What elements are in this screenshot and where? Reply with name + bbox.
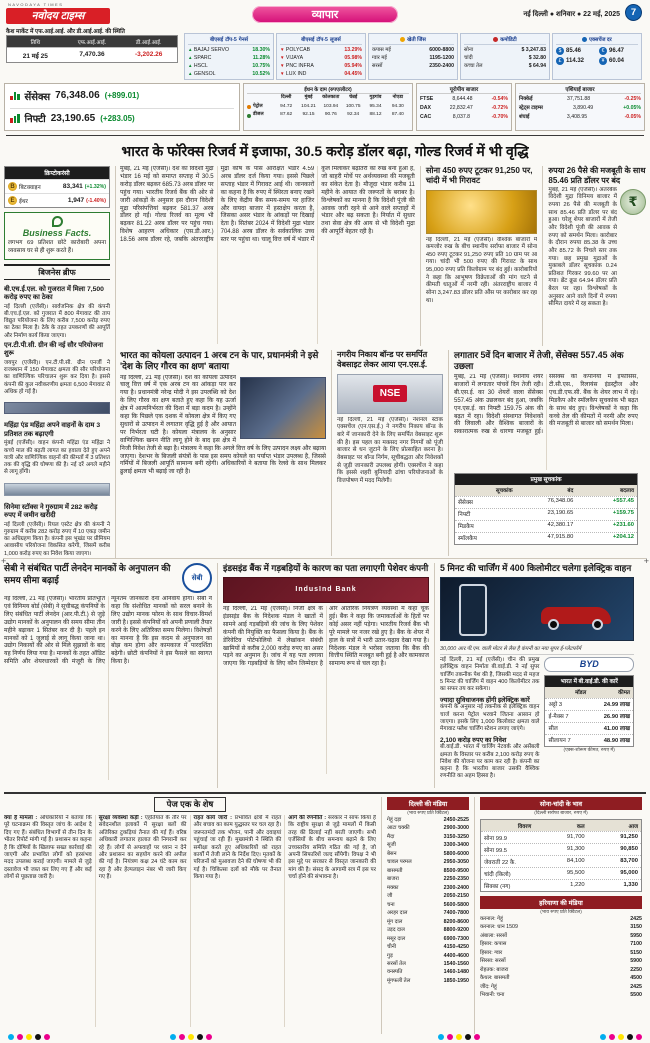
- dii-value: -3,202.26: [120, 47, 177, 62]
- petrol-label: पेट्रोल: [253, 103, 263, 109]
- petrol-price: 104.21: [301, 103, 316, 109]
- crypto-row: B बिटक्वाइन 83,341 (+1.32%): [5, 179, 109, 193]
- crypto-coin-icon: E: [8, 196, 17, 205]
- bullion-table: [480, 819, 642, 892]
- nse-logo: NSE: [373, 385, 408, 402]
- sensex-label: सेंसेक्स: [24, 91, 51, 103]
- sensex-value: 76,348.06: [55, 90, 100, 102]
- fuel-price-box: [243, 83, 413, 131]
- continuation-paragraph: सुरक्षा व्यवस्था कड़ी : एहतियात के तौर पर संवेदनशील इलाकों में सुरक्षा बलों की अतिरिक्त टुकड़ियां तैनात की गई हैं। वरिष्ठ अधिकारी लगातार हालात की निगरानी कर रहे हैं। लोगों से अफवाहों पर ध्यान न देने और प्रशासन का सहयोग करने की अपील की गई है। नियंत्रण कक्ष 24 घंटे काम कर रहा है और हेल्पलाइन नंबर भी जारी किए गए हैं।: [98, 815, 187, 880]
- commodity-title: कमोडिटी: [500, 37, 517, 43]
- exchange-rate-box: [552, 33, 642, 80]
- mandi-row: वनस्पति 1460-1480: [387, 969, 469, 976]
- loser-row: ▼ POLYCAB 13.29%: [280, 47, 362, 53]
- currency-icon: €: [599, 47, 607, 55]
- index-table-header-cell: बदलाव: [620, 488, 635, 495]
- fuel-city: गुड़गांव: [369, 95, 382, 100]
- business-brief-item: बी.एच.ई.एल. को गुजरात में मिला 7,500 करोड़ रुपए का ठेका नई दिल्ली (एजेंसी)। सार्वजनिक क्षेत्र की कंपनी बी.एच.ई.एल. को गुजरात में 800 मेगावाट की ताप विद्युत परियोजना के लिए करीब 7,500 करोड़ रुपए का ठेका मिला है। ठेके के तहत उपकरणों की आपूर्ति और निर्माण कार्य किया जाएगा।: [4, 285, 110, 339]
- mandi-row: सिरसा: सरसों 5900: [480, 958, 642, 965]
- mandi-row: बासमती 8500-9500: [387, 867, 469, 874]
- nifty-value: 23,190.65: [50, 112, 96, 124]
- business-brief-item: एन.टी.पी.सी. ग्रीन की नई सौर परियोजना शुरू जयपुर (एजेंसी)। एन.टी.पी.सी. ग्रीन एनर्जी ने राजस्थान में 150 मेगावाट क्षमता की सौर परियोजना का वाणिज्यिक परिचालन शुरू कर दिया है। इससे कंपनी की कुल नवीकरणीय क्षमता 6,500 मेगावाट से अधिक हो गई है।: [4, 341, 110, 395]
- page-one-continued: [4, 797, 376, 1034]
- exchange-dot-icon: [582, 37, 587, 42]
- fii-header-cell: एफ.आई.आई.: [77, 39, 107, 46]
- index-table-row: स्मॉलकैप 47,915.80 +204.12: [455, 532, 637, 544]
- mandi-row: उड़द दाल 8800-9200: [387, 927, 469, 934]
- gainers-tag: टॉप-5: [225, 37, 237, 43]
- band-bottom: [4, 792, 646, 1034]
- market-index-row: DAX 22,832.47 -0.72%: [420, 105, 508, 112]
- petrol-price: 100.75: [345, 103, 361, 109]
- brand-small-text: NAVODAYA TIMES: [8, 2, 64, 7]
- commodity-row: कच्चा तेल $ 64.94: [464, 63, 546, 70]
- currency-icon: £: [556, 57, 564, 65]
- fuel-city: चेन्नई: [349, 95, 358, 100]
- byd-table-title: भारत में बी.वाई.डी. की कारें: [545, 676, 633, 687]
- gold-bars-photo: [426, 190, 538, 234]
- down-arrow-icon: ▼: [280, 63, 285, 69]
- section-banner: व्यापार: [252, 6, 398, 23]
- haryana-mandi: [480, 896, 642, 1034]
- market-index-row: FTSE 8,644.48 -0.54%: [420, 96, 508, 102]
- commodity-row: चांदी $ 32.80: [464, 55, 546, 62]
- mandi-row: करनाल: धान 1509 3150: [480, 924, 642, 931]
- mandi-row: गेहूं दड़ा 2450-2525: [387, 817, 469, 823]
- phone-shape: [459, 584, 487, 636]
- commodity-row: सोना $ 3,247.83: [464, 47, 546, 53]
- down-arrow-icon: ▼: [280, 47, 285, 52]
- farm-commodity-box: [368, 33, 458, 80]
- byd-text-column: [440, 657, 539, 781]
- facts-brand: Business Facts.: [22, 228, 92, 238]
- band-coal: [120, 350, 646, 556]
- nse-headline: नगरीय निकाय बॉन्ड पर समर्पित वेबसाइट लेकर आया एन.एस.ई.: [337, 350, 428, 370]
- mandi-row: जौ 2050-2150: [387, 893, 469, 900]
- losers-kind: लूजर्स: [329, 37, 341, 43]
- bullion-row: जेवराती 22 कै. 84,100 83,700: [481, 855, 641, 867]
- gold-body: नई दिल्ली, 21 मई (एजेंसी)। वैश्विक बाजारों में कमजोर रुख के बीच स्थानीय सर्राफा बाजार में सोना 450 रुपए टूटकर 91,250 रुपए प्रति 10 ग्राम पर आ गया। चांदी भी 500 रुपए की गिरावट के साथ 95,000 रुपए प्रति किलोग्राम पर बंद हुई। कारोबारियों ने कहा कि आभूषण विक्रेताओं की मांग घटने से कीमती धातुओं में नरमी रही। अंतरराष्ट्रीय बाजार में सोना 3,247.83 डॉलर प्रति औंस पर कारोबार कर रहा था।: [425, 236, 538, 304]
- mandi-row: चीनी 4150-4250: [387, 944, 469, 951]
- byd-article: [434, 563, 634, 788]
- losers-exchange: बीएसई: [301, 37, 315, 43]
- left-rail: [4, 166, 116, 558]
- band-forex: [120, 166, 646, 346]
- mandi-row: गुड़ 4400-4600: [387, 952, 469, 959]
- farm-row: सरसों 2350-2400: [372, 63, 454, 70]
- byd-subhead-2: 2,100 करोड़ रुपए का निवेश: [440, 737, 507, 745]
- index-table-row: मिडकैप 42,380.17 +231.60: [455, 520, 637, 532]
- nse-article: [331, 350, 443, 556]
- nse-body: नई दिल्ली, 21 मई (एजेंसी)। नेशनल स्टॉक एक्सचेंज (एन.एस.ई.) ने नगरीय निकाय बॉन्ड के बारे में जानकारी देने के लिए समर्पित वेबसाइट शुरू की है। इस पहल का मकसद नगर निगमों को पूंजी बाजार से धन जुटाने के लिए प्रोत्साहित करना है। वेबसाइट पर बॉन्ड निर्गम, सूचीबद्धता और निवेशकों से जुड़ी जानकारी उपलब्ध होगी। एक्सचेंज ने कहा कि इससे शहरी बुनियादी ढांचा परियोजनाओं के वित्तपोषण में मदद मिलेगी।: [337, 416, 443, 484]
- registration-dots: [600, 1034, 642, 1040]
- facts-text: लगभग 69 प्रतिशत छोटे कारोबारी अपना व्यवसाय घर से ही शुरू करते हैं।: [8, 240, 106, 254]
- market-index-row: स्ट्रेट्स टाइम्स 3,890.49 +0.05%: [519, 105, 641, 112]
- lead-headline: भारत के फॉरेक्स रिजर्व में इजाफा, 30.5 करोड़ डॉलर बढ़ा, गोल्ड रिजर्व में भी वृद्धि: [6, 135, 644, 161]
- mandi-row: कैथल: बासमती 4500: [480, 975, 642, 982]
- mandi-row: हिसार: कपास 7100: [480, 941, 642, 948]
- diesel-price: 90.76: [324, 112, 337, 118]
- nifty-change: (+283.05): [100, 113, 135, 123]
- mandi-row: मक्का 2300-2400: [387, 884, 469, 891]
- business-brief-title: बिजनेस ब्रीफ: [4, 264, 110, 280]
- petrol-icon: [247, 105, 251, 109]
- crypto-box: [4, 166, 110, 208]
- bullion-row: सिक्का (नग) 1,220 1,330: [481, 879, 641, 891]
- index-table-header-cell: बंद: [567, 488, 574, 495]
- index-summary-box: [4, 83, 240, 131]
- fii-box-title: कैश मार्केट में एफ.आई.आई. और डी.आई.आई. की स्थिति: [6, 29, 125, 35]
- rupee-symbol-photo: ₹: [620, 189, 646, 215]
- bullion-header-cell: विवरण: [517, 823, 532, 830]
- mandi-row: चावल परमल 2950-3050: [387, 859, 469, 866]
- loser-row: ▼ PNC INFRA 05.94%: [280, 63, 362, 70]
- gainer-row: ▲ BAJAJ SERVO 18.30%: [188, 47, 270, 53]
- haryana-mandi-title: हरियाणा की मंडिया: [480, 896, 642, 909]
- mandi-row: सरसों तेल 1540-1560: [387, 960, 469, 967]
- byd-table-row: सीलायन 7 48.90 लाख: [545, 734, 633, 746]
- currency-icon: ¥: [599, 57, 607, 65]
- mandi-row: अंबाला: सरसों 5950: [480, 932, 642, 939]
- byd-table-header-cell: कीमत: [618, 690, 630, 697]
- rally-body: मुंबई, 21 मई (एजेंसी)। स्थानीय शेयर बाजारों में लगातार पांचवें दिन तेजी रही। बी.एस.ई. का 30 शेयरों वाला सेंसेक्स 557.45 अंक उछलकर बंद हुआ, जबकि एन.एस.ई. का निफ्टी 159.75 अंक की बढ़त में रहा। विदेशी संस्थागत निवेशकों की लिवाली और वैश्विक बाजारों के सकारात्मक रुख से धारणा मजबूत हुई। सेंसेक्स की कंपनियों में इंफोसिस, टी.सी.एस., रिलायंस इंडस्ट्रीज और एच.डी.एफ.सी. बैंक के शेयर लाभ में रहे। मिडकैप और स्मॉलकैप सूचकांक भी बढ़त के साथ बंद हुए। विश्लेषकों ने कहा कि कच्चे तेल की कीमतों में नरमी और रुपए की मजबूती से बाजार को समर्थन मिला।: [454, 373, 638, 436]
- band-regulatory: [4, 558, 646, 788]
- rupee-article: [542, 166, 646, 346]
- top-losers-box: [276, 33, 366, 80]
- market-index-row: शंघाई 3,408.95 -0.05%: [519, 114, 641, 121]
- loser-row: ▼ LUX IND 04.45%: [280, 71, 362, 78]
- index-table-row: निफ्टी 23,190.65 +159.75: [455, 508, 637, 520]
- byd-table-row: सील 41.00 लाख: [545, 722, 633, 734]
- mahindra-body: मुंबई (एजेंसी)। वाहन कंपनी महिंद्रा एंड महिंद्रा ने कच्चे माल की बढ़ती लागत का हवाला देते हुए अपने यात्री और वाणिज्यिक वाहनों की कीमतों में 3 प्रतिशत तक की वृद्धि की घोषणा की है। नई दरें अगले महीने से लागू होंगी।: [4, 440, 110, 476]
- delhi-mandi: [381, 797, 469, 1034]
- up-arrow-icon: ▲: [188, 63, 193, 69]
- commodity-box: [460, 33, 550, 80]
- rally-headline: लगातार 5वें दिन बाजार में तेजी, सेंसेक्स 557.45 अंक उछला: [454, 350, 624, 371]
- exchange-title: एक्सचेंज दर: [589, 37, 612, 43]
- fii-table: [6, 35, 178, 63]
- diesel-price: 92.34: [347, 112, 360, 118]
- fuel-title: ईंधन के दाम (रुपए/लीटर): [247, 85, 409, 94]
- forex-body: मुंबई, 21 मई (एजेंसी)। देश का विदेशी मुद्रा भंडार 16 मई को समाप्त सप्ताह में 30.5 करोड़ डॉलर बढ़कर 685.73 अरब डॉलर पर पहुंच गया। भारतीय रिजर्व बैंक की ओर से जारी आंकड़ों के अनुसार इस दौरान विदेशी मुद्रा परिसंपत्तियां बढ़कर 581.37 अरब डॉलर हो गईं। गोल्ड रिजर्व का मूल्य भी बढ़कर 81.22 अरब डॉलर पर पहुंच गया। विशेष आहरण अधिकार (एस.डी.आर.) 18.56 अरब डॉलर रहे, जबकि अंतरराष्ट्रीय मुद्रा कोष के पास आरक्षित भंडार 4.59 अरब डॉलर दर्ज किया गया। इससे पिछले सप्ताह भंडार में गिरावट आई थी। जानकारों का कहना है कि रुपए में स्थिरता बनाए रखने के लिए केंद्रीय बैंक समय-समय पर हाजिर और वायदा बाजार में हस्तक्षेप करता है, जिसका असर भंडार के आंकड़ों पर दिखाई देता है। सितंबर 2024 में विदेशी मुद्रा भंडार 704.88 अरब डॉलर के सर्वकालिक उच्च स्तर पर पहुंचा था। चालू वित्त वर्ष में भंडार में कुल मिलाकर बढ़ोतरी का रुख बना हुआ है, जो बाहरी मोर्चे पर अर्थव्यवस्था की मजबूती का संकेत देता है। मौजूदा भंडार करीब 11 महीने के आयात की जरूरतों के बराबर है। विश्लेषकों का मानना है कि विदेशी पूंजी की आवक जारी रहने से आने वाले सप्ताहों में भंडार और बढ़ सकता है। निर्यात में सुधार तथा सेवा क्षेत्र की आय से भी विदेशी मुद्रा की आपूर्ति बेहतर रही है।: [120, 166, 415, 244]
- byd-table-row: ई-मैक्स 7 26.90 लाख: [545, 710, 633, 722]
- fii-date: 21 मई 25: [7, 47, 64, 62]
- registration-dots: [438, 1034, 480, 1040]
- fii-header-cell: तिथि: [30, 39, 41, 46]
- index-table-row: सेंसेक्स 76,348.06 +557.45: [455, 496, 637, 508]
- fuel-city: नोएडा: [392, 95, 404, 100]
- index-table-title: प्रमुख सूचकांक: [455, 474, 637, 485]
- crypto-row: E ईथर 1,947 (-1.40%): [5, 193, 109, 207]
- gainer-row: ▲ GENSOL 10.52%: [188, 71, 270, 78]
- coal-article: [120, 350, 326, 556]
- mandi-row: सूजी 3300-3400: [387, 842, 469, 849]
- indusind-headline: इंडसइंड बैंक में गड़बड़ियों के कारण का पता लगाएगी पेशेवर कंपनी: [223, 563, 429, 573]
- byd-body-1: कंपनी के अनुसार नई तकनीक से इलेक्ट्रिक वाहन चार्ज करना पेट्रोल भरवाने जितना आसान हो जाएगा। इसके लिए 1,000 किलोवाट क्षमता वाले मेगावाट फ्लैश चार्जिंग स्टेशन लगाए जाएंगे।: [440, 704, 540, 733]
- mandi-row: करनाल: गेहूं 2425: [480, 916, 642, 922]
- nse-building-photo: [337, 374, 443, 414]
- mandi-row: मैदा 3150-3250: [387, 833, 469, 840]
- top-gainers-box: [184, 33, 274, 80]
- delhi-mandi-note: (भाव रुपए प्रति क्विंटल): [407, 811, 449, 816]
- haryana-mandi-note: (भाव रुपए प्रति क्विंटल): [540, 910, 582, 915]
- european-markets-title: यूरोपीय बाजार: [420, 85, 508, 94]
- fii-table-header: [7, 36, 177, 47]
- indusind-article: [217, 563, 429, 788]
- sebi-article: [4, 563, 212, 788]
- farm-title: खेती जिंस: [407, 37, 426, 43]
- fuel-city: मुंबई: [304, 95, 313, 100]
- mandi-row: आटा चक्की 2900-3000: [387, 825, 469, 832]
- farm-row: ग्वार मई 1195-1200: [372, 55, 454, 62]
- bullion-title: सोना-चांदी के भाव: [480, 797, 642, 810]
- diesel-price: 88.12: [369, 112, 382, 118]
- sensex-row: [10, 89, 234, 103]
- fuel-city: दिल्ली: [280, 95, 292, 100]
- up-arrow-icon: ▲: [188, 55, 193, 61]
- bullion-and-haryana: [474, 797, 642, 1034]
- byd-ev-photo: [440, 577, 634, 641]
- exchange-rate-cell: ¥ 60.04: [599, 57, 638, 65]
- gainers-kind: गेनर्स: [238, 37, 249, 43]
- fii-table-row: [7, 47, 177, 62]
- page-number-badge: 7: [625, 4, 642, 21]
- bullion-header-cell: आज: [628, 823, 638, 830]
- gainer-row: ▲ SPARC 11.28%: [188, 55, 270, 62]
- coal-body-wrap: [120, 375, 326, 543]
- byd-logo: BYD: [544, 657, 634, 672]
- mandi-row: मूंग दाल 8200-8600: [387, 918, 469, 925]
- bullion-row: सोना 99.5 91,300 90,850: [481, 843, 641, 855]
- gainer-row: ▲ HSCL 10.75%: [188, 63, 270, 70]
- continuation-paragraph: राहत कार्य जारी : प्रभावित क्षेत्रों में राहत और बचाव का काम युद्धस्तर पर चल रहा है। जरूरतमंदों तक भोजन, पानी और दवाइयां पहुंचाई जा रही हैं। मुख्यमंत्री ने स्थिति की समीक्षा करते हुए अधिकारियों को राहत कार्यों में तेजी लाने के निर्देश दिए। मृतकों के परिजनों को मुआवजा देने की घोषणा भी की गई है। चिकित्सा दलों को मौके पर तैनात किया गया है।: [193, 815, 282, 880]
- byd-table-note: (एक्स-शोरूम कीमत, रुपए में): [563, 747, 615, 753]
- indices-strip: [4, 83, 646, 131]
- index-table-header-cell: सूचकांक: [495, 488, 513, 495]
- fii-value: 7,470.36: [64, 47, 121, 62]
- mandi-row: भिवानी: चना 5500: [480, 992, 642, 999]
- exchange-rate-cell: $ 85.46: [556, 47, 595, 55]
- diesel-price: 87.40: [391, 112, 404, 118]
- sensex-change: (+899.01): [104, 91, 140, 101]
- gold-headline: सोना 450 रुपए टूटकर 91,250 पर, चांदी में भी गिरावट: [425, 166, 533, 186]
- mandi-row: बेसन 5800-6000: [387, 850, 469, 857]
- nifty-sparkline-icon: [10, 114, 20, 123]
- sebi-logo: सेबी: [182, 563, 212, 593]
- pm-photo: [240, 377, 326, 439]
- building-photo: [4, 483, 110, 496]
- fuel-city: कोलकाता: [322, 95, 340, 100]
- gainers-exchange: बीएसई: [209, 37, 224, 43]
- asian-markets-box: [515, 83, 645, 131]
- continuation-title: पेज एक के शेष: [154, 797, 227, 812]
- business-facts-box: [4, 212, 110, 260]
- rally-article: [448, 350, 638, 556]
- mandi-row: मसूर दाल 6900-7300: [387, 935, 469, 942]
- market-ticker-strip: [184, 33, 642, 80]
- bullion-row: चांदी (किलो) 95,500 95,000: [481, 867, 641, 879]
- byd-headline: 5 मिनट की चार्जिंग में 400 किलोमीटर चलेगा इलेक्ट्रिक वाहन: [440, 563, 632, 573]
- land-article: [4, 502, 110, 558]
- sensex-sparkline-icon: [10, 91, 20, 100]
- petrol-price: 103.94: [323, 103, 339, 109]
- mahindra-article: [4, 420, 110, 476]
- commodity-dot-icon: [493, 37, 498, 42]
- farm-dot-icon: [400, 37, 405, 42]
- bullion-note: (दिल्ली सर्राफा बाजार, रुपए में): [534, 811, 588, 816]
- byd-table-header-cell: मॉडल: [575, 690, 587, 697]
- sebi-headline: सेबी ने संबंधित पार्टी लेनदेन मानकों के अनुपालन की समय सीमा बढ़ाई: [4, 563, 171, 585]
- market-index-row: निक्केई 37,751.88 -0.25%: [519, 96, 641, 102]
- index-table: [454, 473, 638, 545]
- byd-body-2: बी.वाई.डी. भारत में चार्जिंग नेटवर्क और असेंबली क्षमता के विस्तार पर करीब 2,100 करोड़ रुपए के निवेश की योजना पर काम कर रही है। कंपनी का कहना है कि भारतीय बाजार उसकी वैश्विक रणनीति का अहम हिस्सा है।: [440, 744, 540, 780]
- exchange-rate-cell: € 96.47: [599, 47, 638, 55]
- registration-cross: +: [1, 556, 7, 566]
- bullion-row: सोना 99.9 91,700 91,250: [481, 831, 641, 843]
- farm-row: कपास मई 6000-8800: [372, 47, 454, 53]
- land-headline: सिनेमा स्टॉक्स ने गुरुग्राम में 282 करोड़ रुपए में जमीन खरीदी: [4, 503, 98, 520]
- mandi-row: हिसार: ग्वार 5150: [480, 949, 642, 956]
- bullion-box: [480, 797, 642, 892]
- mandi-row: अरहर दाल 7400-7800: [387, 910, 469, 917]
- mandi-row: बाजरा 2250-2350: [387, 876, 469, 883]
- down-arrow-icon: ▼: [280, 71, 285, 77]
- exchange-rate-cell: £ 114.32: [556, 57, 595, 65]
- mandi-row: जींद: गेहूं 2425: [480, 983, 642, 990]
- indusind-photo: IndusInd Bank: [223, 577, 429, 603]
- wheel-shape: [592, 619, 603, 630]
- bullion-header-cell: कल: [576, 823, 585, 830]
- petrol-price: 94.30: [391, 103, 404, 109]
- diesel-label: डीजल: [253, 112, 264, 118]
- sebi-body: नई दिल्ली, 21 मई (एजेंसी)। भारतीय प्रतिभूति एवं विनिमय बोर्ड (सेबी) ने सूचीबद्ध कंपनियों के लिए संबंधित पार्टी लेनदेन (आर.पी.टी.) से जुड़े उद्योग मानकों के अनुपालन की समय सीमा तीन महीने बढ़ाकर 1 सितंबर कर दी है। पहले इन मानकों को 1 जुलाई से लागू किया जाना था। उद्योग निकायों की ओर से मिले सुझावों के बाद यह निर्णय लिया गया है। मानकों के तहत ऑडिट समिति और शेयरधारकों की मंजूरी के लिए न्यूनतम जानकारी देना अनिवार्य होगा। सेबी ने कहा कि संशोधित मानकों को सरल बनाने के लिए उद्योग मानक फोरम के साथ विचार-विमर्श जारी है। इससे कंपनियों को अपनी प्रणाली तैयार करने के लिए अतिरिक्त समय मिलेगा। विशेषज्ञों का मानना है कि इस कदम से अनुपालन का बोझ कम होगा और कामकाज में पारदर्शिता बढ़ेगी। छोटी कंपनियों ने इस फैसले का स्वागत किया है।: [4, 596, 212, 666]
- nifty-label: निफ्टी: [24, 114, 46, 126]
- mandi-row: चना 5600-5800: [387, 901, 469, 908]
- mahindra-headline: महिंद्रा एंड महिंद्रा अपने वाहनों के दाम 3 प्रतिशत तक बढ़ाएगी: [4, 422, 101, 438]
- crypto-title: क्रिप्टोकरंसी: [5, 167, 109, 179]
- petrol-price: 94.72: [280, 103, 293, 109]
- asian-markets-title: एशियाई बाजार: [519, 85, 641, 94]
- byd-photo-caption: 30,000 आर.पी.एम. वाली मोटर से लैस है कंपनी का नया सुपर ई-प्लेटफॉर्म: [440, 644, 634, 655]
- rupee-headline: रुपया 26 पैसे की मजबूती के साथ 85.46 प्रति डॉलर पर बंद: [548, 166, 646, 186]
- petrol-price: 95.34: [369, 103, 382, 109]
- indusind-body: नई दिल्ली, 21 मई (एजेंसी)। निजी क्षेत्र के इंडसइंड बैंक के निदेशक मंडल ने खातों में सामने आई गड़बड़ियों की जांच के लिए पेशेवर कंपनी की नियुक्ति का फैसला किया है। बैंक के डेरिवेटिव पोर्टफोलियो में लेखांकन संबंधी खामियों से करीब 2,000 करोड़ रुपए का असर पड़ने का अनुमान है। जांच में यह पता लगाया जाएगा कि गड़बड़ियों के लिए कौन जिम्मेदार है और आंतरिक नियंत्रण व्यवस्था में कहां चूक हुई। बैंक ने कहा कि जमाकर्ताओं के हितों पर कोई असर नहीं पड़ेगा। भारतीय रिजर्व बैंक भी पूरे मामले पर नजर रखे हुए है। बैंक के शेयर में हाल के सत्रों में भारी उतार-चढ़ाव देखा गया है। निदेशक मंडल ने भरोसा जताया कि बैंक की वित्तीय स्थिति मजबूत बनी हुई है और कामकाज सामान्य रूप से चल रहा है।: [223, 605, 429, 668]
- diesel-price: 92.15: [302, 112, 315, 118]
- brief-photo: [4, 402, 110, 414]
- mandi-row: रोहतक: बाजरा 2250: [480, 966, 642, 973]
- rupee-body: मुंबई, 21 मई (एजेंसी)। अंतरबैंक विदेशी मुद्रा विनिमय बाजार में रुपया 26 पैसे की मजबूती के साथ 85.46 प्रति डॉलर पर बंद हुआ। घरेलू शेयर बाजारों में तेजी और विदेशी पूंजी की आवक से रुपए को समर्थन मिला। कारोबार के दौरान रुपया 85.38 के उच्च और 85.72 के निचले स्तर तक गया। छह प्रमुख मुद्राओं के मुकाबले डॉलर सूचकांक 0.24 प्रतिशत गिरकर 99.60 पर आ गया। ब्रेंट क्रूड 64.94 डॉलर प्रति बैरल पर रहा। विश्लेषकों के अनुसार आने वाले दिनों में रुपया सीमित दायरे में रह सकता है।: [548, 186, 617, 308]
- nifty-row: [10, 108, 234, 125]
- byd-table-row: अट्टो 3 24.99 लाख: [545, 698, 633, 710]
- byd-subhead-1: ज्यादा सुविधाजनक होंगी इलेक्ट्रिक कारें: [440, 697, 530, 705]
- currency-icon: $: [556, 47, 564, 55]
- losers-tag: टॉप-5: [316, 37, 328, 43]
- coal-headline: भारत का कोयला उत्पादन 1 अरब टन के पार, प्रधानमंत्री ने इसे 'देश के लिए गौरव का क्षण' बताया: [120, 350, 319, 372]
- registration-dots: [8, 1034, 50, 1040]
- newspaper-logo: नवोदय टाइम्स: [6, 8, 110, 24]
- wheel-shape: [548, 619, 559, 630]
- facts-spiral-icon: [52, 216, 63, 227]
- up-arrow-icon: ▲: [188, 71, 193, 77]
- crypto-coin-icon: B: [8, 182, 17, 191]
- continuation-paragraph: आगे की रणनीति : सरकार ने साफ किया है कि राष्ट्रीय सुरक्षा से जुड़े मामलों में किसी तरह की ढिलाई नहीं बरती जाएगी। सभी एजेंसियों के बीच समन्वय बढ़ाने के लिए उच्चस्तरीय समिति गठित की गई है, जो अपनी सिफारिशें जल्द सौंपेगी। विपक्ष ने भी इस मुद्दे पर सरकार से विस्तृत जानकारी की मांग की है। संसद के आगामी सत्र में इस पर चर्चा होने की संभावना है।: [288, 815, 376, 880]
- byd-price-column: [544, 657, 634, 781]
- registration-dots: [170, 1034, 212, 1040]
- loser-row: ▼ VIJAYA 05.98%: [280, 55, 362, 62]
- dateline: नई दिल्ली ● शनिवार ● 22 मई, 2025: [523, 11, 620, 18]
- market-index-row: CAC 8,037.8 -0.70%: [420, 114, 508, 121]
- gold-article: [420, 166, 538, 346]
- fii-header-cell: डी.आई.आई.: [135, 39, 162, 46]
- coal-body: नई दिल्ली, 21 मई (एजेंसी)। देश का कोयला उत्पादन चालू वित्त वर्ष में एक अरब टन का आंकड़ा पार कर गया है। प्रधानमंत्री नरेन्द्र मोदी ने इस उपलब्धि को देश के लिए गौरव का क्षण बताते हुए कहा कि यह ऊर्जा क्षेत्र में आत्मनिर्भरता की दिशा में बड़ा कदम है। उन्होंने कहा कि पिछले एक दशक में कोयला क्षेत्र में किए गए सुधारों से उत्पादन में लगातार वृद्धि हुई है और आयात पर निर्भरता घटी है। कोयला मंत्रालय के अनुसार वाणिज्यिक खनन नीति लागू होने के बाद इस क्षेत्र में निजी निवेश तेजी से बढ़ा है। मंत्रालय ने कहा कि अगले वित्त वर्ष के लिए उत्पादन लक्ष्य और बढ़ाया जाएगा। देशभर के बिजली संयंत्रों के पास इस समय कोयले का पर्याप्त भंडार उपलब्ध है, जिससे गर्मियों में बिजली आपूर्ति सामान्य बनी रहेगी। अधिकारियों ने बताया कि रेलवे के साथ मिलकर ढुलाई क्षमता भी बढ़ाई जा रही है।: [120, 374, 326, 476]
- diesel-price: 87.62: [280, 112, 293, 118]
- byd-intro: नई दिल्ली, 21 मई (एजेंसी)। चीन की प्रमुख इलेक्ट्रिक वाहन निर्माता बी.वाई.डी. ने नई सुपर चार्जिंग तकनीक पेश की है, जिसकी मदद से महज 5 मिनट की चार्जिंग में वाहन 400 किलोमीटर तक का सफर तय कर सकेगा।: [440, 656, 540, 693]
- land-body: नई दिल्ली (एजेंसी)। रियल एस्टेट क्षेत्र की कंपनी ने गुरुग्राम में करीब 282 करोड़ रुपए में 10 एकड़ जमीन का अधिग्रहण किया है। कंपनी इस भूखंड पर प्रीमियम आवासीय परियोजना विकसित करेगी, जिसमें करीब 1,000 करोड़ रुपए का निवेश किया जाएगा।: [4, 521, 110, 557]
- up-arrow-icon: ▲: [188, 47, 193, 52]
- forex-article: [120, 166, 415, 346]
- byd-price-table: [544, 675, 634, 747]
- delhi-mandi-title: दिल्ली की मंडिया: [387, 797, 469, 810]
- continuation-paragraph: क्या है मामला : अधिकारियों ने बताया कि पूरे घटनाक्रम की विस्तृत जांच के आदेश दे दिए गए हैं। संबंधित विभागों से तीन दिन के भीतर रिपोर्ट मांगी गई है। प्रशासन का कहना है कि दोषियों के खिलाफ सख्त कार्रवाई की जाएगी और प्रभावित लोगों को हरसंभव मदद उपलब्ध कराई जाएगी। मामले से जुड़े दस्तावेज भी जब्त कर लिए गए हैं और कई लोगों से पूछताछ जारी है।: [4, 815, 92, 880]
- down-arrow-icon: ▼: [280, 55, 285, 61]
- european-markets-box: [416, 83, 512, 131]
- registration-cross: +: [643, 556, 649, 566]
- mandi-row: मूंगफली तेल 1850-1950: [387, 977, 469, 984]
- diesel-icon: [247, 114, 251, 118]
